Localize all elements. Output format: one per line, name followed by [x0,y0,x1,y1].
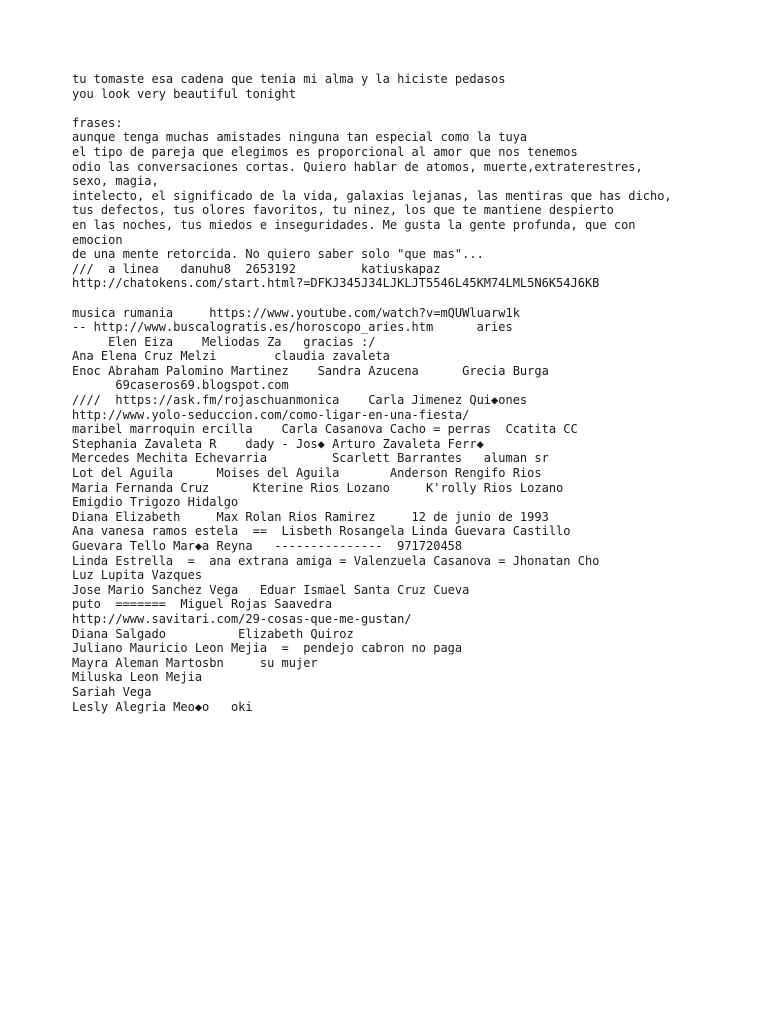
text-line: Elen Eiza Meliodas Za gracias :/ [72,334,376,349]
text-line: sexo, magia, [72,174,159,189]
text-line: Miluska Leon Mejia [72,670,203,685]
text-line: musica rumania https://www.youtube.com/watch?v=mQUWluarw1k [72,305,520,320]
text-line: Ana Elena Cruz Melzi claudia zavaleta [72,349,390,364]
text-line: puto ======= Miguel Rojas Saavedra [72,597,333,612]
text-line [72,291,752,306]
text-line: aunque tenga muchas amistades ninguna tan especial como la tuya [72,130,528,145]
text-line: el tipo de pareja que elegimos es proporcional al amor que nos tenemos [72,144,578,159]
text-line: en las noches, tus miedos e inseguridades. Me gusta la gente profunda, que con [72,217,636,232]
text-line: you look very beautiful tonight [72,86,296,101]
text-line: Enoc Abraham Palomino Martinez Sandra Azucena Grecia Burga [72,363,549,378]
text-line: Diana Elizabeth Max Rolan Rios Ramirez 12 de junio de 1993 [72,509,549,524]
text-line: Ana vanesa ramos estela == Lisbeth Rosangela Linda Guevara Castillo [72,524,571,539]
text-line: Emigdio Trigozo Hidalgo [72,495,239,510]
text-line: tus defectos, tus olores favoritos, tu ninez, los que te mantiene despierto [72,203,614,218]
text-line: 69caseros69.blogspot.com [72,378,289,393]
text-line: Sariah Vega [72,684,152,699]
text-line: http://www.yolo-seduccion.com/como-ligar-en-una-fiesta/ [72,407,470,422]
text-line [72,101,752,116]
text-line: Mayra Aleman Martosbn su mujer [72,655,318,670]
text-line: -- http://www.buscalogratis.es/horoscopo_aries.htm aries [72,320,513,335]
text-line: odio las conversaciones cortas. Quiero hablar de atomos, muerte,extraterestres, [72,159,643,174]
text-line: frases: [72,115,123,130]
text-line: Guevara Tello Mar◆a Reyna --------------- 971720458 [72,539,463,553]
text-line: Maria Fernanda Cruz Kterine Rios Lozano K'rolly Rios Lozano [72,480,564,495]
text-line: Mercedes Mechita Echevarria Scarlett Barrantes aluman sr [72,451,549,466]
text-line: Lesly Alegria Meo◆o oki [72,699,253,714]
text-line: http://chatokens.com/start.html?=DFKJ345J34LJKLJT5546L45KM74LML5N6K54J6KB [72,276,600,291]
text-line: /// a linea danuhu8 2653192 katiuskapaz [72,261,441,276]
text-line: Lot del Aguila Moises del Aguila Anderson Rengifo Rios [72,466,542,481]
text-line: Juliano Mauricio Leon Mejia = pendejo cabron no paga [72,641,463,656]
text-line: tu tomaste esa cadena que tenia mi alma y la hiciste pedasos [72,72,506,86]
text-line: emocion [72,232,123,247]
text-line: Linda Estrella = ana extrana amiga = Valenzuela Casanova = Jhonatan Cho [72,553,600,568]
text-line: Jose Mario Sanchez Vega Eduar Ismael Santa Cruz Cueva [72,582,470,597]
document-text [72,72,752,714]
text-line: http://www.savitari.com/29-cosas-que-me-gustan/ [72,611,412,626]
text-line: intelecto, el significado de la vida, galaxias lejanas, las mentiras que has dicho, [72,188,672,203]
text-line: Luz Lupita Vazques [72,568,203,583]
text-line: maribel marroquin ercilla Carla Casanova Cacho = perras Ccatita CC [72,422,578,437]
text-line: Diana Salgado Elizabeth Quiroz [72,626,354,641]
text-line: Stephania Zavaleta R dady - Jos◆ Arturo Zavaleta Ferr◆ [72,436,484,451]
text-line: //// https://ask.fm/rojaschuanmonica Carla Jimenez Qui◆ones [72,393,528,408]
text-line: de una mente retorcida. No quiero saber solo "que mas"... [72,247,484,262]
